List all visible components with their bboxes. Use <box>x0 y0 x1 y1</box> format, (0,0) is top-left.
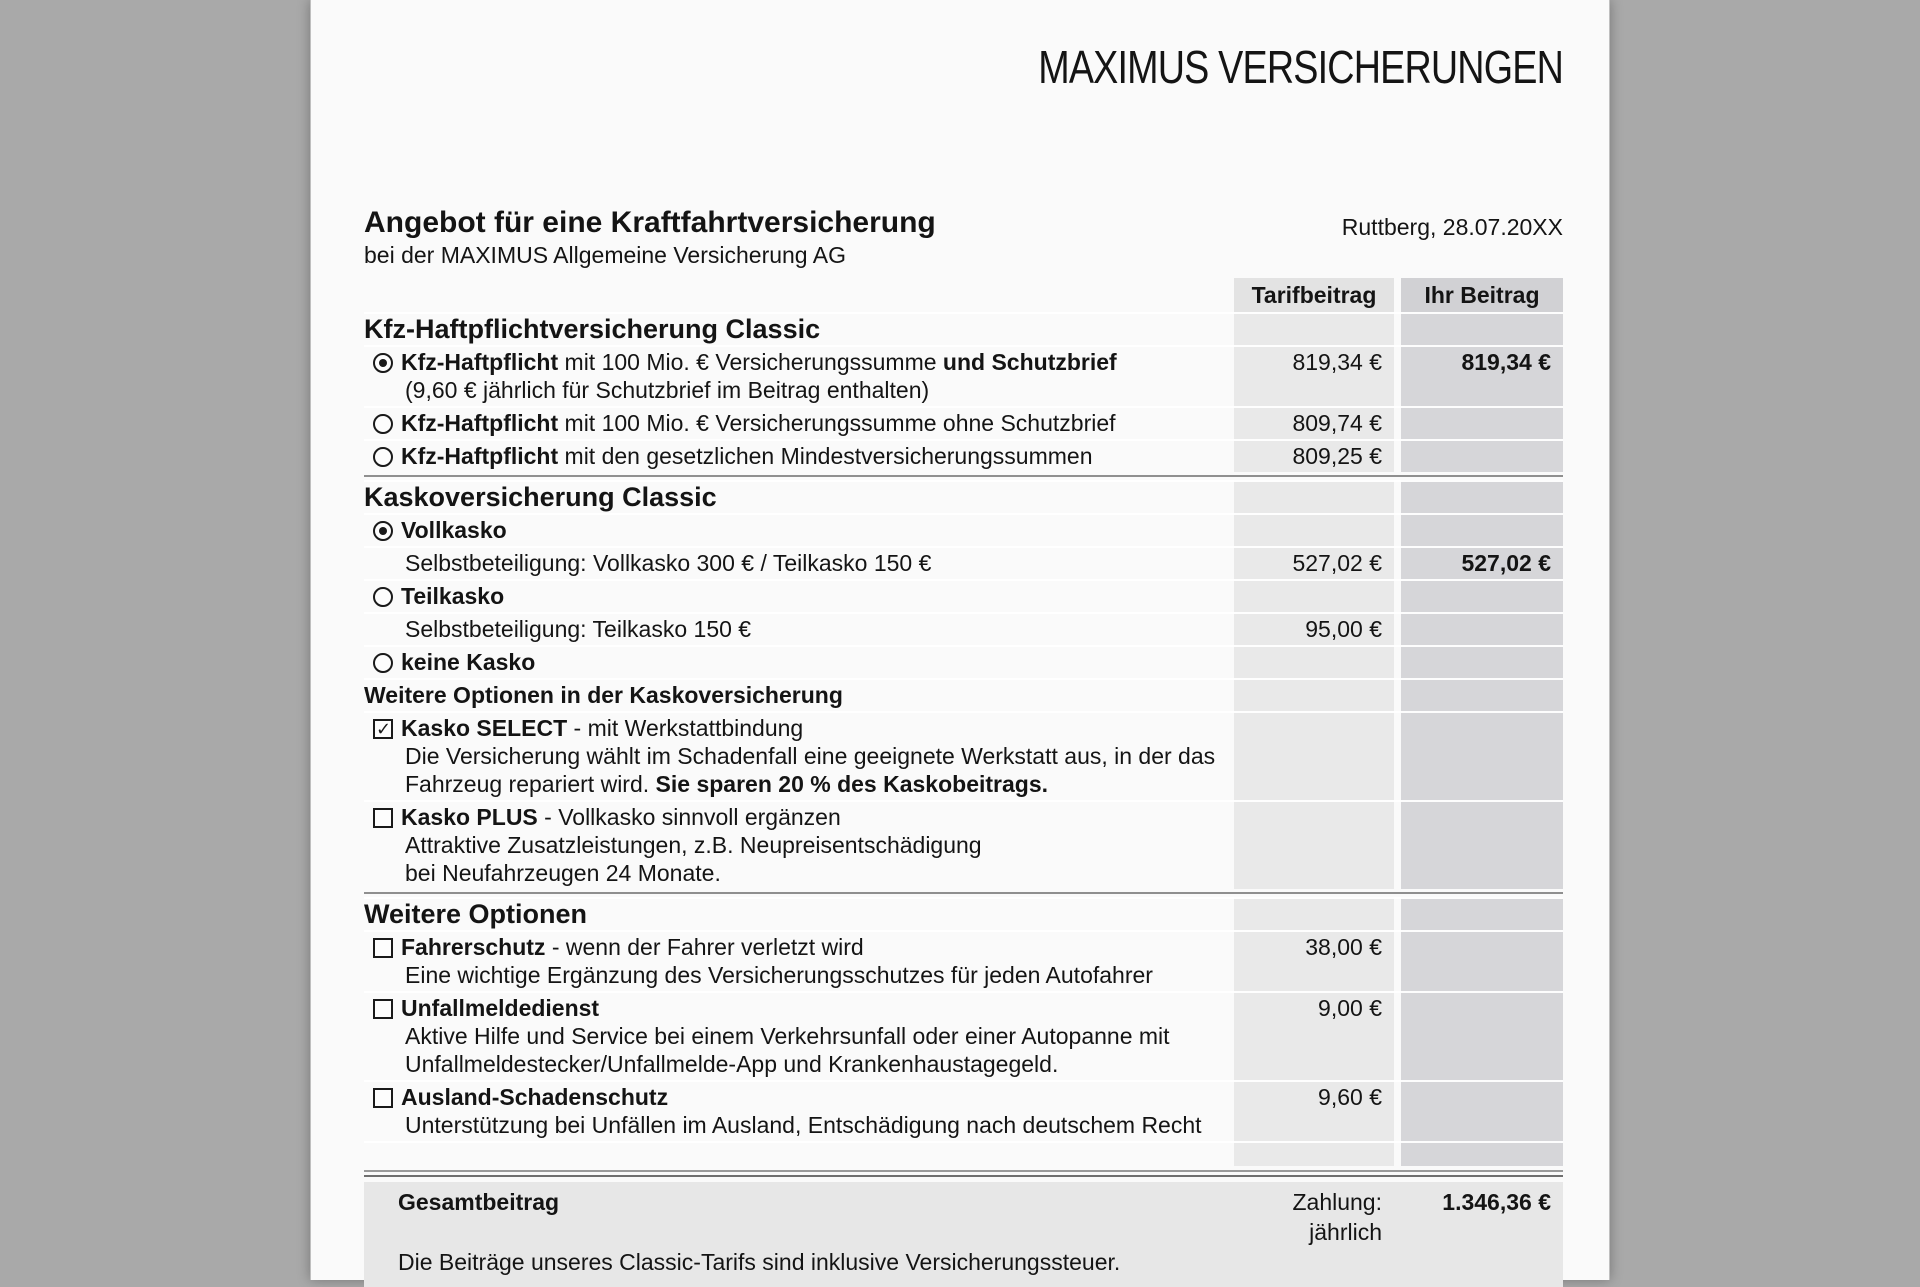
empty-row <box>364 1141 1563 1166</box>
checkbox-ausland-schadenschutz[interactable] <box>373 1088 393 1108</box>
checkbox-fahrerschutz[interactable] <box>373 938 393 958</box>
place-date: Ruttberg, 28.07.20XX <box>1341 214 1563 240</box>
checkbox-kasko-plus[interactable] <box>373 808 393 828</box>
column-header-row <box>364 278 1563 312</box>
option-label: Kfz-Haftpflicht <box>401 349 559 375</box>
option-description: Unfallmeldestecker/Unfallmelde-App und Krankenhaustagegeld. <box>405 1051 1059 1077</box>
section-weitere-title-row <box>364 897 1563 930</box>
offer-table <box>364 278 1563 1287</box>
total-amount: 1.346,36 € <box>1442 1189 1551 1215</box>
document-page <box>310 0 1610 1280</box>
document-subtitle: bei der MAXIMUS Allgemeine Versicherung AG <box>364 242 846 268</box>
option-description: bei Neufahrzeugen 24 Monate. <box>405 860 721 886</box>
tarif-amount: 38,00 € <box>1234 930 1394 991</box>
radio-haftpflicht-ohne-schutzbrief[interactable] <box>373 414 393 434</box>
option-text: Selbstbeteiligung: Teilkasko 150 € <box>405 616 752 642</box>
column-header-tarifbeitrag: Tarifbeitrag <box>1234 278 1394 312</box>
tarif-amount: 9,00 € <box>1234 991 1394 1080</box>
section-divider <box>364 889 1563 897</box>
section-title-weitere: Weitere Optionen <box>364 899 588 929</box>
ihr-amount: 819,34 € <box>1401 345 1563 406</box>
ihr-amount: 527,02 € <box>1401 546 1563 579</box>
option-description: Unterstützung bei Unfällen im Ausland, Entschädigung nach deutschem Recht <box>405 1112 1202 1138</box>
row-teilkasko-selbstbeteiligung <box>364 612 1563 645</box>
option-description: Die Versicherung wählt im Schadenfall eine geeignete Werkstatt aus, in der das <box>405 743 1216 769</box>
tax-note: Die Beiträge unseres Classic-Tarifs sind inklusive Versicherungssteuer. <box>398 1249 1121 1275</box>
option-description: Eine wichtige Ergänzung des Versicherungsschutzes für jeden Autofahrer <box>405 962 1153 988</box>
option-text: - Vollkasko sinnvoll ergänzen <box>537 804 841 830</box>
option-label: keine Kasko <box>401 649 536 675</box>
option-row-unfallmeldedienst <box>364 991 1563 1080</box>
kasko-options-subheader: Weitere Optionen in der Kaskoversicherung <box>364 682 843 708</box>
tarif-amount: 809,25 € <box>1234 439 1394 472</box>
option-row-vollkasko <box>364 513 1563 546</box>
radio-vollkasko[interactable] <box>373 521 393 541</box>
total-divider <box>364 1168 1563 1179</box>
option-text: mit 100 Mio. € Versicherungssumme ohne Schutzbrief <box>558 410 1116 436</box>
option-description: Attraktive Zusatzleistungen, z.B. Neupreisentschädigung <box>405 832 982 858</box>
title-row <box>364 206 1563 270</box>
kasko-options-subheader-row <box>364 678 1563 711</box>
option-description: Fahrzeug repariert wird. <box>405 771 656 797</box>
option-row-kasko-select <box>364 711 1563 800</box>
section-haftpflicht-title-row <box>364 312 1563 345</box>
option-note: (9,60 € jährlich für Schutzbrief im Beitrag enthalten) <box>405 377 930 403</box>
total-label: Gesamtbeitrag <box>398 1189 560 1215</box>
option-text-bold: und Schutzbrief <box>942 349 1117 375</box>
tarif-amount: 9,60 € <box>1234 1080 1394 1141</box>
option-label: Vollkasko <box>401 517 507 543</box>
radio-teilkasko[interactable] <box>373 587 393 607</box>
tarif-amount: 95,00 € <box>1234 612 1394 645</box>
option-row-haftpflicht-mindestsummen <box>364 439 1563 472</box>
section-title-haftpflicht: Kfz-Haftpflichtversicherung Classic <box>364 314 821 344</box>
option-description-bold: Sie sparen 20 % des Kaskobeitrags. <box>655 771 1049 797</box>
column-header-ihr-beitrag: Ihr Beitrag <box>1401 278 1563 312</box>
option-label: Fahrerschutz <box>401 934 546 960</box>
option-row-haftpflicht-ohne-schutzbrief <box>364 406 1563 439</box>
option-row-ausland-schadenschutz <box>364 1080 1563 1141</box>
radio-haftpflicht-mit-schutzbrief[interactable] <box>373 353 393 373</box>
document-title: Angebot für eine Kraftfahrtversicherung <box>364 206 936 239</box>
brand-title: MAXIMUS VERSICHERUNGEN <box>1038 41 1563 93</box>
option-label: Ausland-Schadenschutz <box>401 1084 669 1110</box>
total-box <box>364 1182 1563 1287</box>
section-kasko-title-row <box>364 480 1563 513</box>
radio-keine-kasko[interactable] <box>373 653 393 673</box>
option-row-teilkasko <box>364 579 1563 612</box>
checkbox-unfallmeldedienst[interactable] <box>373 999 393 1019</box>
option-description: Aktive Hilfe und Service bei einem Verkehrsunfall oder einer Autopanne mit <box>405 1023 1170 1049</box>
option-label: Unfallmeldedienst <box>401 995 600 1021</box>
tarif-amount: 819,34 € <box>1234 345 1394 406</box>
option-label: Kfz-Haftpflicht <box>401 410 559 436</box>
tarif-amount: 809,74 € <box>1234 406 1394 439</box>
option-text: mit 100 Mio. € Versicherungssumme <box>558 349 943 375</box>
option-row-fahrerschutz <box>364 930 1563 991</box>
option-text: - wenn der Fahrer verletzt wird <box>545 934 864 960</box>
option-label: Teilkasko <box>401 583 505 609</box>
option-text: mit den gesetzlichen Mindestversicherungssummen <box>558 443 1093 469</box>
option-row-keine-kasko <box>364 645 1563 678</box>
option-label: Kfz-Haftpflicht <box>401 443 559 469</box>
radio-haftpflicht-mindestsummen[interactable] <box>373 447 393 467</box>
option-label: Kasko SELECT <box>401 715 568 741</box>
row-vollkasko-selbstbeteiligung <box>364 546 1563 579</box>
payment-frequency: Zahlung: jährlich <box>1292 1189 1382 1245</box>
section-title-kasko: Kaskoversicherung Classic <box>364 482 717 512</box>
option-row-haftpflicht-mit-schutzbrief <box>364 345 1563 406</box>
option-label: Kasko PLUS <box>401 804 538 830</box>
section-divider <box>364 472 1563 480</box>
tarif-amount: 527,02 € <box>1234 546 1394 579</box>
checkbox-kasko-select[interactable] <box>373 719 393 739</box>
option-text: - mit Werkstattbindung <box>567 715 804 741</box>
option-text: Selbstbeteiligung: Vollkasko 300 € / Teilkasko 150 € <box>405 550 932 576</box>
option-row-kasko-plus <box>364 800 1563 889</box>
